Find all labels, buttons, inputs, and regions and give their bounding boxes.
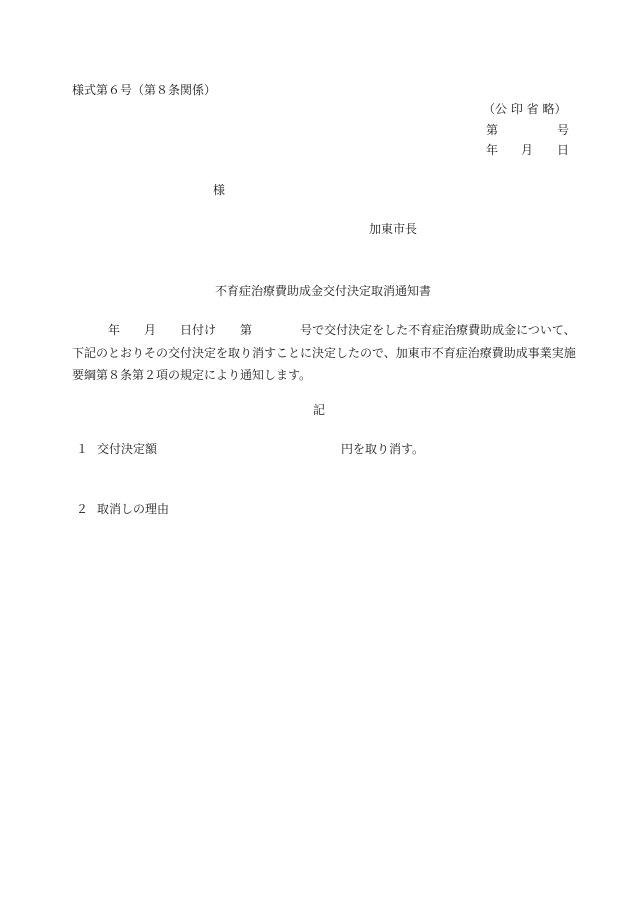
body-year: 年: [108, 323, 121, 337]
document-title: 不育症治療費助成金交付決定取消通知書: [215, 284, 432, 298]
body-line-3: 要綱第８条第２項の規定により通知します。: [72, 368, 312, 382]
item-1-value-suffix: 円を取り消す。: [341, 442, 425, 456]
item-2-label: 取消しの理由: [97, 502, 170, 516]
document-number-prefix: 第: [486, 123, 499, 137]
body-line-1: [72, 319, 587, 342]
item-1-label: 交付決定額: [97, 442, 158, 456]
date-day: 日: [557, 143, 570, 157]
issuer-name: 加東市長: [369, 222, 418, 236]
item-2-number: ２: [76, 502, 89, 516]
form-label: 様式第６号（第８条関係）: [72, 83, 217, 97]
document-number-suffix: 号: [557, 123, 570, 137]
addressee-honorific: 様: [213, 183, 226, 197]
body-line-2: 下記のとおりその交付決定を取り消すことに決定したので、加東市不育症治療費助成事業実施: [72, 345, 576, 360]
body-number-prefix: 第: [240, 323, 253, 337]
body-month: 月: [144, 323, 157, 337]
seal-omitted-note: （公 印 省 略）: [483, 102, 567, 116]
body-dated: 日付け: [180, 323, 217, 337]
body-paragraph: [72, 319, 587, 387]
date-year: 年: [486, 143, 499, 157]
body-line-1-rest: 号で交付決定をした不育症治療費助成金について、: [300, 323, 576, 337]
date-month: 月: [521, 143, 534, 157]
item-1-number: １: [76, 442, 89, 456]
ki-heading: 記: [313, 403, 326, 417]
